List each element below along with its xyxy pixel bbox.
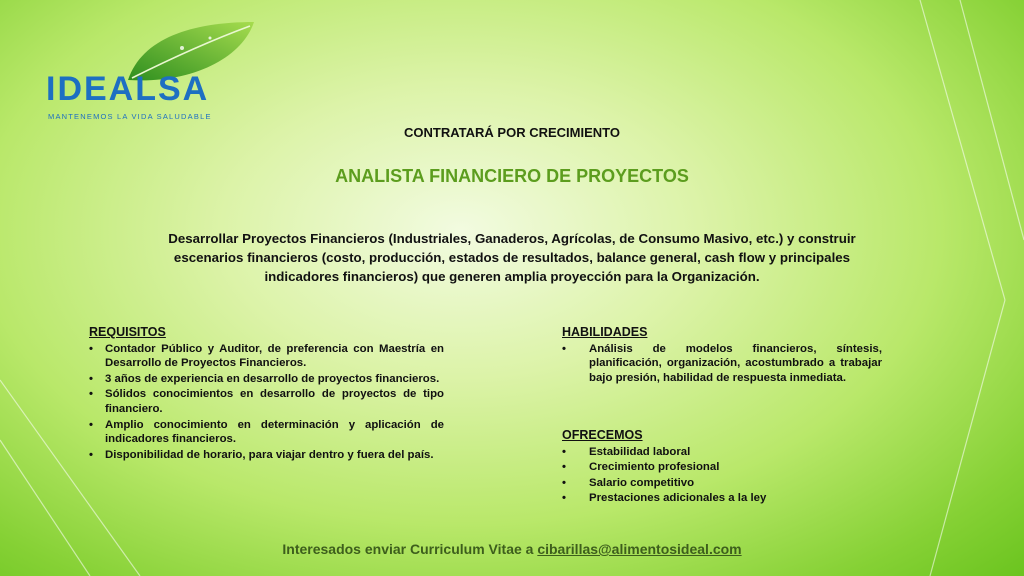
list-item: • Sólidos conocimientos en desarrollo de proyectos de tipo financiero.	[89, 388, 444, 415]
idealsa-logo	[44, 18, 244, 121]
list-item: • Amplio conocimiento en determinación y aplicación de indicadores financieros.	[89, 418, 444, 446]
contact-footer	[0, 541, 1024, 557]
list-item: • Crecimiento profesional	[562, 461, 720, 474]
logo-tagline: MANTENEMOS LA VIDA SALUDABLE	[48, 112, 212, 121]
list-item: • Estabilidad laboral	[562, 445, 691, 458]
bullet: •	[89, 372, 93, 385]
bullet: •	[562, 445, 566, 458]
contact-email-link[interactable]: cibarillas@alimentosideal.com	[537, 541, 742, 557]
habilidades-section	[562, 325, 882, 386]
habilidades-heading: HABILIDADES	[562, 325, 648, 339]
bullet: •	[562, 342, 566, 355]
list-item: • Salario competitivo	[562, 476, 695, 489]
contact-text: Interesados enviar Curriculum Vitae a	[282, 541, 538, 557]
job-title: ANALISTA FINANCIERO DE PROYECTOS	[335, 166, 689, 186]
list-item: • Disponibilidad de horario, para viajar dentro y fuera del país.	[89, 448, 434, 461]
bullet: •	[562, 461, 566, 474]
bullet: •	[562, 476, 566, 489]
requisitos-section	[89, 325, 444, 463]
bullet: •	[89, 448, 93, 461]
bullet: •	[89, 388, 93, 401]
bullet: •	[89, 342, 93, 355]
list-item: • Análisis de modelos financieros, síntesis, planificación, organización, acostumbrado a trabajar bajo presión, habilidad de respuesta inmediata.	[562, 342, 882, 384]
logo-brand: IDEALSA	[46, 70, 210, 108]
job-description: Desarrollar Proyectos Financieros (Industriales, Ganaderos, Agrícolas, de Consumo Masivo, etc.) y construir escenarios financieros (costo, producción, estados de resultados, balance general, cash flow y principales indicadores financieros) que generen amplia proyección para la Organización.	[168, 231, 856, 284]
list-item: • 3 años de experiencia en desarrollo de proyectos financieros.	[89, 372, 440, 385]
bullet: •	[562, 492, 566, 505]
bullet: •	[89, 418, 93, 431]
hiring-reason: CONTRATARÁ POR CRECIMIENTO	[404, 125, 620, 140]
ofrecemos-heading: OFRECEMOS	[562, 428, 643, 442]
list-item: • Contador Público y Auditor, de preferencia con Maestría en Desarrollo de Proyectos Financieros.	[89, 342, 444, 370]
list-item: • Prestaciones adicionales a la ley	[562, 492, 767, 505]
requisitos-heading: REQUISITOS	[89, 325, 166, 339]
ofrecemos-section	[562, 428, 882, 507]
